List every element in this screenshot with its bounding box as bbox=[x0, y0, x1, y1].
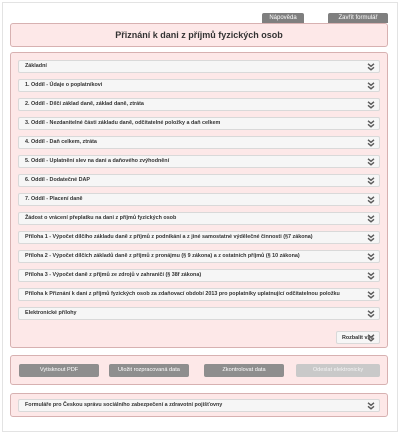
section-label: Příloha k Přiznání k dani z příjmů fyzických osob za zdaňovací období 2013 pro poplatníky uplatnující odčitatelnou položku bbox=[25, 291, 340, 297]
double-chevron-down-icon bbox=[367, 139, 375, 147]
section-row-social-forms[interactable] bbox=[18, 399, 380, 412]
double-chevron-down-icon bbox=[367, 196, 375, 204]
section-label: Základní bbox=[25, 63, 47, 69]
double-chevron-down-icon bbox=[367, 120, 375, 128]
double-chevron-down-icon bbox=[367, 310, 375, 318]
expand-all-button[interactable] bbox=[336, 331, 380, 344]
save-data-button[interactable]: Uložit rozpracovaná data bbox=[109, 364, 189, 377]
section-row-14[interactable] bbox=[18, 307, 380, 320]
social-forms-panel bbox=[10, 393, 388, 417]
section-label: Žádost o vrácení přeplatku na dani z příjmů fyzických osob bbox=[25, 215, 177, 221]
section-label: 5. Oddíl - Uplatnění slev na dani a daňového zvýhodnění bbox=[25, 158, 170, 164]
section-row-7[interactable] bbox=[18, 174, 380, 187]
expand-all-label: Rozbalit vše bbox=[342, 334, 374, 341]
double-chevron-down-icon bbox=[367, 291, 375, 299]
section-row-8[interactable] bbox=[18, 193, 380, 206]
section-label: 1. Oddíl - Údaje o poplatníkovi bbox=[25, 82, 103, 88]
section-label: Formuláře pro Českou správu sociálního zabezpečení a zdravotní pojišťovny bbox=[25, 402, 223, 408]
print-pdf-button[interactable]: Vytisknout PDF bbox=[19, 364, 99, 377]
page-title: Přiznání k dani z příjmů fyzických osob bbox=[115, 30, 283, 40]
section-row-11[interactable] bbox=[18, 250, 380, 263]
double-chevron-down-icon bbox=[367, 158, 375, 166]
double-chevron-down-icon bbox=[367, 402, 375, 410]
section-row-3[interactable] bbox=[18, 98, 380, 111]
double-chevron-down-icon bbox=[367, 272, 375, 280]
double-chevron-down-icon bbox=[367, 253, 375, 261]
section-row-4[interactable] bbox=[18, 117, 380, 130]
double-chevron-down-icon bbox=[367, 234, 375, 242]
section-label: Příloha 1 - Výpočet dílčího základu daně z příjmů z podnikání a z jiné samostatné výdělečné činnosti (§7 zákona) bbox=[25, 234, 313, 240]
section-label: Příloha 2 - Výpočet dílčích základů daně z příjmů z pronájmu (§ 9 zákona) a z ostatních příjmů (§ 10 zákona) bbox=[25, 253, 300, 259]
section-row-6[interactable] bbox=[18, 155, 380, 168]
title-panel bbox=[10, 23, 388, 47]
section-label: Příloha 3 - Výpočet daně z příjmů ze zdrojů v zahraničí (§ 38f zákona) bbox=[25, 272, 202, 278]
section-row-5[interactable] bbox=[18, 136, 380, 149]
section-row-12[interactable] bbox=[18, 269, 380, 282]
section-label: 2. Oddíl - Dílčí základ daně, základ daně, ztráta bbox=[25, 101, 144, 107]
send-electronically-button: Odeslat elektronicky bbox=[296, 364, 380, 377]
section-row-1[interactable] bbox=[18, 60, 380, 73]
section-row-9[interactable] bbox=[18, 212, 380, 225]
close-form-tab[interactable]: Zavřít formulář bbox=[328, 13, 388, 23]
section-label: 3. Oddíl - Nezdanitelné části základu daně, odčitatelné položky a daň celkem bbox=[25, 120, 221, 126]
section-label: 6. Oddíl - Dodatečné DAP bbox=[25, 177, 90, 183]
double-chevron-down-icon bbox=[367, 334, 375, 342]
double-chevron-down-icon bbox=[367, 101, 375, 109]
help-tab[interactable]: Nápověda bbox=[262, 13, 304, 23]
check-data-button[interactable]: Zkontrolovat data bbox=[204, 364, 284, 377]
sections-panel bbox=[10, 52, 388, 348]
double-chevron-down-icon bbox=[367, 215, 375, 223]
section-label: 4. Oddíl - Daň celkem, ztráta bbox=[25, 139, 97, 145]
section-label: 7. Oddíl - Placení daně bbox=[25, 196, 83, 202]
section-row-2[interactable] bbox=[18, 79, 380, 92]
actions-panel bbox=[10, 355, 388, 385]
double-chevron-down-icon bbox=[367, 177, 375, 185]
double-chevron-down-icon bbox=[367, 63, 375, 71]
section-label: Elektronické přílohy bbox=[25, 310, 77, 316]
section-row-13[interactable] bbox=[18, 288, 380, 301]
double-chevron-down-icon bbox=[367, 82, 375, 90]
section-row-10[interactable] bbox=[18, 231, 380, 244]
